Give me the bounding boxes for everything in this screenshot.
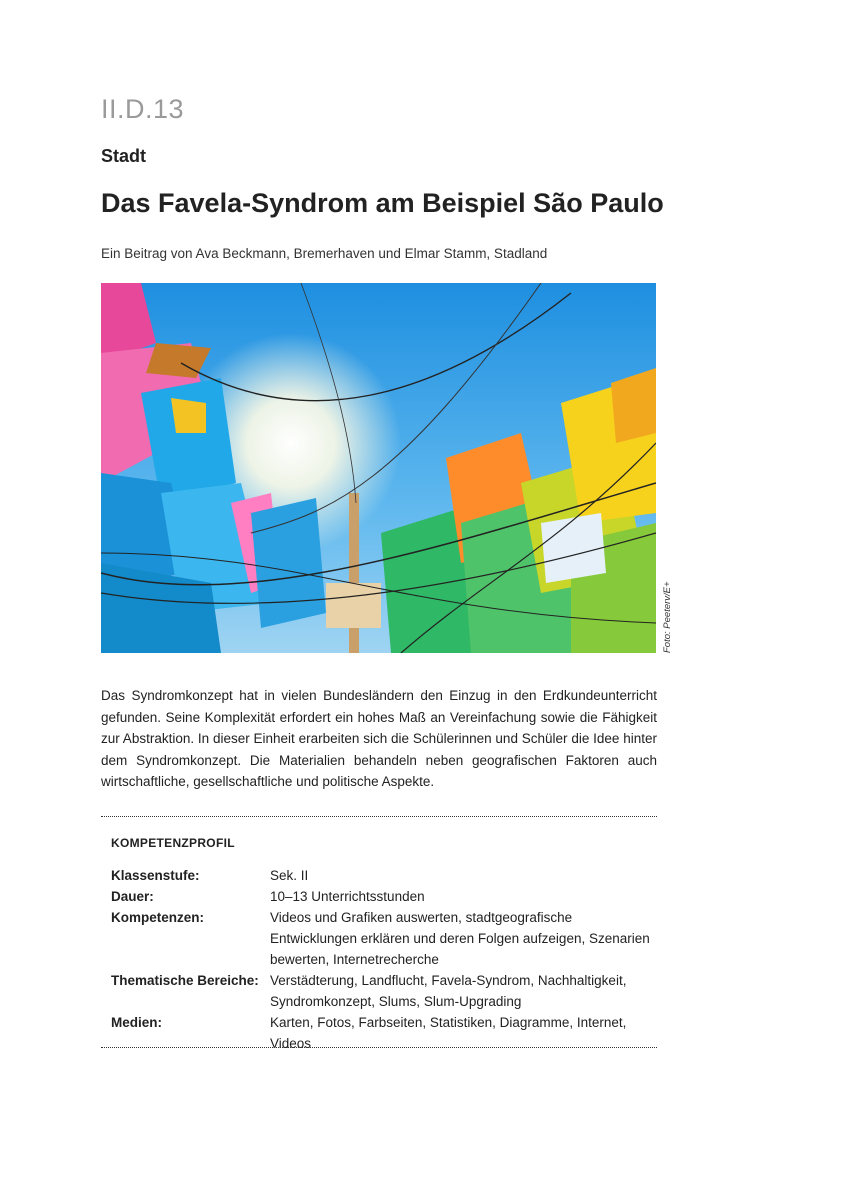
profile-value: Verstädterung, Landflucht, Favela-Syndrom, Nachhaltigkeit, Syndromkonzept, Slums, Slum-Upgrading [270, 973, 627, 1009]
profile-value: Karten, Fotos, Farbseiten, Statistiken, Diagramme, Internet, Videos [270, 1015, 627, 1051]
profile-label: Klassenstufe: [111, 868, 200, 883]
divider-top [101, 816, 657, 817]
section-label: Stadt [101, 146, 146, 166]
intro-paragraph: Das Syndromkonzept hat in vielen Bundesländern den Einzug in den Erdkundeunterricht gefunden. Seine Komplexität erfordert ein hohes Maß an Vereinfachung sowie die Fähigkeit zur Abstraktion. In dieser Einheit erarbeiten sich die Schülerinnen und Schüler die Idee hinter dem Syndromkonzept. Die Materialien behandeln neben geografischen Faktoren auch wirtschaftliche, gesellschaftliche und politische Aspekte. [101, 688, 657, 789]
profile-label: Thematische Bereiche: [111, 973, 259, 988]
page-title: Das Favela-Syndrom am Beispiel São Paulo [101, 188, 664, 218]
profile-label: Kompetenzen: [111, 910, 205, 925]
profile-value: 10–13 Unterrichtsstunden [270, 889, 425, 904]
profile-label: Medien: [111, 1015, 163, 1030]
profile-value: Sek. II [270, 868, 309, 883]
authors-line: Ein Beitrag von Ava Beckmann, Bremerhaven und Elmar Stamm, Stadland [101, 246, 548, 261]
unit-code: II.D.13 [101, 94, 185, 124]
divider-bottom [101, 1047, 657, 1048]
profile-label: Dauer: [111, 889, 154, 904]
profile-value: Videos und Grafiken auswerten, stadtgeografische Entwicklungen erklären und deren Folgen aufzeigen, Szenarien bewerten, Internetrecherche [270, 910, 650, 967]
favela-photo [101, 283, 656, 653]
photo-credit: Foto: Peeterv/E+ [662, 581, 673, 653]
kompetenzprofil-heading: KOMPETENZPROFIL [111, 836, 235, 850]
